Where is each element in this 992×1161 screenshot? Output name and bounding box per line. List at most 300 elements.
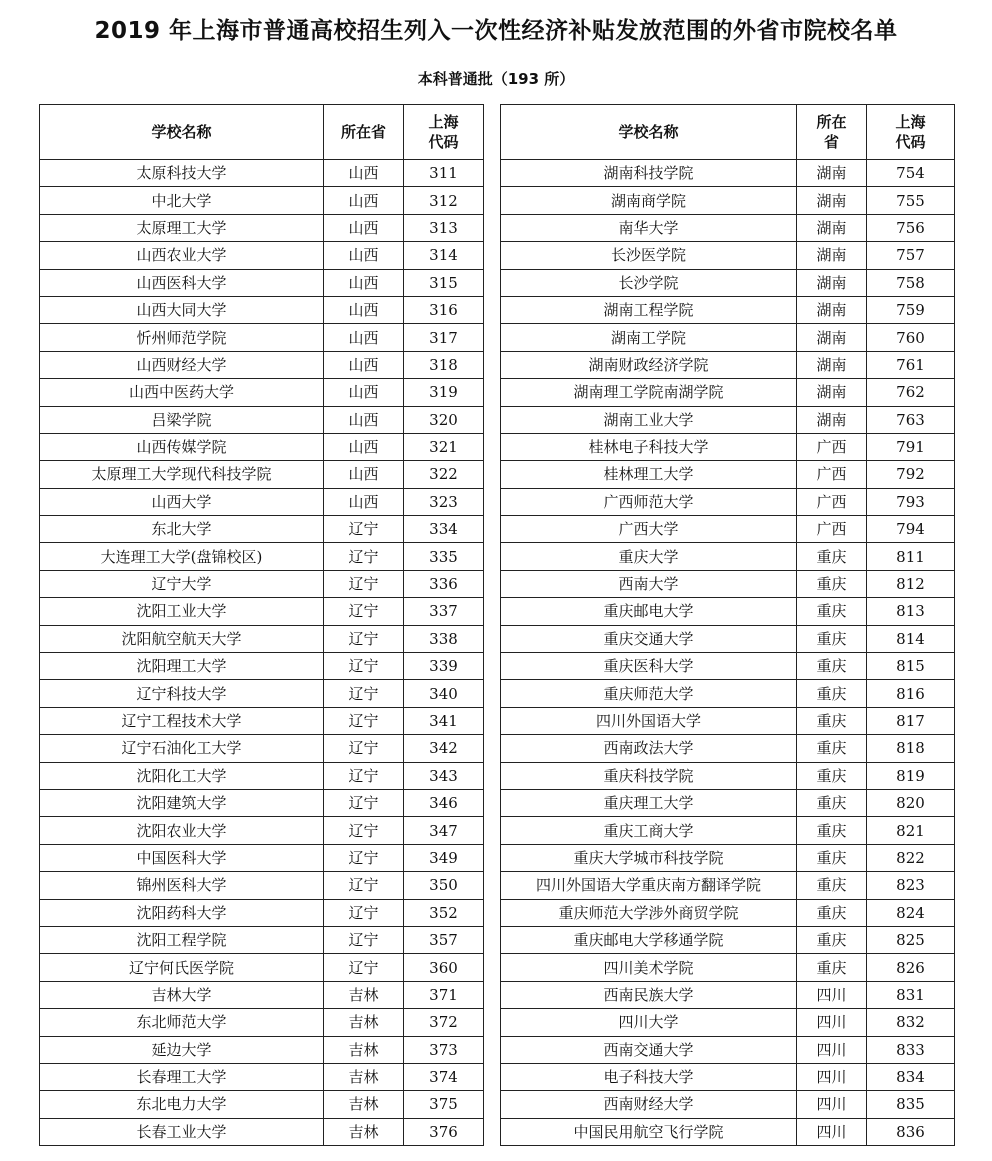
code-cell: 319 [404, 379, 484, 406]
code-cell: 836 [867, 1118, 955, 1145]
school-name-cell: 山西农业大学 [40, 242, 324, 269]
header-province-line2: 省 [823, 133, 839, 151]
province-cell: 山西 [324, 214, 404, 241]
code-cell: 833 [867, 1036, 955, 1063]
province-cell: 辽宁 [324, 680, 404, 707]
table-row [40, 1036, 484, 1063]
header-code-line1: 上海 [428, 113, 459, 131]
code-cell: 812 [867, 570, 955, 597]
province-cell: 重庆 [797, 653, 867, 680]
province-cell: 吉林 [324, 1009, 404, 1036]
code-cell: 814 [867, 625, 955, 652]
table-row [501, 269, 955, 296]
table-row [501, 899, 955, 926]
school-name-cell: 长沙医学院 [501, 242, 797, 269]
school-name-cell: 沈阳航空航天大学 [40, 625, 324, 652]
school-name-cell: 重庆工商大学 [501, 817, 797, 844]
table-row [501, 516, 955, 543]
code-cell: 823 [867, 872, 955, 899]
school-name-cell: 重庆医科大学 [501, 653, 797, 680]
school-name-cell: 忻州师范学院 [40, 324, 324, 351]
table-row [501, 461, 955, 488]
school-name-cell: 桂林电子科技大学 [501, 433, 797, 460]
school-name-cell: 长春工业大学 [40, 1118, 324, 1145]
table-row [501, 242, 955, 269]
code-cell: 376 [404, 1118, 484, 1145]
province-cell: 辽宁 [324, 762, 404, 789]
school-name-cell: 吉林大学 [40, 981, 324, 1008]
province-cell: 重庆 [797, 570, 867, 597]
table-row [501, 351, 955, 378]
table-row [501, 160, 955, 187]
code-cell: 791 [867, 433, 955, 460]
province-cell: 辽宁 [324, 543, 404, 570]
table-row [501, 379, 955, 406]
province-cell: 吉林 [324, 1036, 404, 1063]
code-cell: 347 [404, 817, 484, 844]
table-row [501, 296, 955, 323]
table-row [501, 981, 955, 1008]
table-row [501, 954, 955, 981]
code-cell: 760 [867, 324, 955, 351]
school-name-cell: 重庆邮电大学 [501, 598, 797, 625]
school-name-cell: 南华大学 [501, 214, 797, 241]
table-row [40, 461, 484, 488]
province-cell: 山西 [324, 187, 404, 214]
province-cell: 山西 [324, 488, 404, 515]
table-row [40, 817, 484, 844]
province-cell: 吉林 [324, 981, 404, 1008]
table-row [40, 570, 484, 597]
province-cell: 重庆 [797, 817, 867, 844]
school-name-cell: 中北大学 [40, 187, 324, 214]
code-cell: 793 [867, 488, 955, 515]
code-cell: 374 [404, 1063, 484, 1090]
table-row [40, 351, 484, 378]
code-cell: 831 [867, 981, 955, 1008]
province-cell: 辽宁 [324, 844, 404, 871]
province-cell: 辽宁 [324, 817, 404, 844]
province-cell: 重庆 [797, 954, 867, 981]
school-name-cell: 重庆科技学院 [501, 762, 797, 789]
school-name-cell: 太原理工大学 [40, 214, 324, 241]
school-name-cell: 四川外国语大学重庆南方翻译学院 [501, 872, 797, 899]
province-cell: 辽宁 [324, 789, 404, 816]
table-row [40, 187, 484, 214]
code-cell: 792 [867, 461, 955, 488]
school-name-cell: 西南交通大学 [501, 1036, 797, 1063]
province-cell: 山西 [324, 324, 404, 351]
province-cell: 广西 [797, 488, 867, 515]
code-cell: 817 [867, 707, 955, 734]
school-name-cell: 西南大学 [501, 570, 797, 597]
code-cell: 756 [867, 214, 955, 241]
table-row [40, 1063, 484, 1090]
table-row [501, 1009, 955, 1036]
school-name-cell: 沈阳工程学院 [40, 926, 324, 953]
province-cell: 湖南 [797, 269, 867, 296]
province-cell: 山西 [324, 296, 404, 323]
school-name-cell: 四川大学 [501, 1009, 797, 1036]
school-name-cell: 西南财经大学 [501, 1091, 797, 1118]
school-name-cell: 湖南理工学院南湖学院 [501, 379, 797, 406]
table-row [501, 680, 955, 707]
code-cell: 334 [404, 516, 484, 543]
page-title: 2019 年上海市普通高校招生列入一次性经济补贴发放范围的外省市院校名单 [94, 18, 898, 44]
table-row [501, 598, 955, 625]
table-row [40, 433, 484, 460]
table-row [501, 324, 955, 351]
province-cell: 湖南 [797, 187, 867, 214]
code-cell: 761 [867, 351, 955, 378]
province-cell: 吉林 [324, 1091, 404, 1118]
table-body-left [40, 160, 484, 1146]
table-row [40, 406, 484, 433]
header-code-line1: 上海 [895, 113, 926, 131]
province-cell: 山西 [324, 269, 404, 296]
province-cell: 山西 [324, 242, 404, 269]
province-cell: 山西 [324, 160, 404, 187]
table-row [40, 707, 484, 734]
table-row [40, 625, 484, 652]
province-cell: 重庆 [797, 926, 867, 953]
code-cell: 339 [404, 653, 484, 680]
school-name-cell: 中国医科大学 [40, 844, 324, 871]
province-cell: 辽宁 [324, 625, 404, 652]
school-name-cell: 辽宁大学 [40, 570, 324, 597]
code-cell: 338 [404, 625, 484, 652]
province-cell: 重庆 [797, 543, 867, 570]
table-row [40, 516, 484, 543]
school-name-cell: 东北电力大学 [40, 1091, 324, 1118]
table-row [501, 543, 955, 570]
province-cell: 广西 [797, 433, 867, 460]
page-subtitle: 本科普通批（193 所） [417, 70, 575, 88]
code-cell: 340 [404, 680, 484, 707]
code-cell: 315 [404, 269, 484, 296]
table-row [40, 598, 484, 625]
school-name-cell: 大连理工大学(盘锦校区) [40, 543, 324, 570]
code-cell: 343 [404, 762, 484, 789]
school-name-cell: 沈阳农业大学 [40, 817, 324, 844]
code-cell: 832 [867, 1009, 955, 1036]
table-row [40, 789, 484, 816]
province-cell: 重庆 [797, 735, 867, 762]
school-name-cell: 四川美术学院 [501, 954, 797, 981]
table-row [40, 214, 484, 241]
table-row [501, 926, 955, 953]
table-row [40, 296, 484, 323]
school-name-cell: 湖南财政经济学院 [501, 351, 797, 378]
school-name-cell: 重庆师范大学 [501, 680, 797, 707]
province-cell: 重庆 [797, 680, 867, 707]
code-cell: 349 [404, 844, 484, 871]
province-cell: 重庆 [797, 598, 867, 625]
code-cell: 350 [404, 872, 484, 899]
province-cell: 山西 [324, 461, 404, 488]
table-row [501, 735, 955, 762]
province-cell: 四川 [797, 1063, 867, 1090]
table-body-right [501, 160, 955, 1146]
province-cell: 广西 [797, 516, 867, 543]
table-row [40, 543, 484, 570]
school-name-cell: 西南民族大学 [501, 981, 797, 1008]
table-row [501, 653, 955, 680]
code-cell: 373 [404, 1036, 484, 1063]
province-cell: 湖南 [797, 160, 867, 187]
province-cell: 辽宁 [324, 735, 404, 762]
province-cell: 辽宁 [324, 653, 404, 680]
code-cell: 321 [404, 433, 484, 460]
school-name-cell: 山西财经大学 [40, 351, 324, 378]
code-cell: 834 [867, 1063, 955, 1090]
school-name-cell: 湖南商学院 [501, 187, 797, 214]
school-name-cell: 中国民用航空飞行学院 [501, 1118, 797, 1145]
table-row [501, 762, 955, 789]
school-name-cell: 桂林理工大学 [501, 461, 797, 488]
header-code-line2: 代码 [428, 133, 459, 151]
code-cell: 813 [867, 598, 955, 625]
header-shanghai-code [404, 105, 484, 160]
table-header-row [40, 105, 484, 160]
table-row [501, 570, 955, 597]
code-cell: 821 [867, 817, 955, 844]
code-cell: 323 [404, 488, 484, 515]
code-cell: 341 [404, 707, 484, 734]
school-name-cell: 山西大同大学 [40, 296, 324, 323]
table-row [40, 160, 484, 187]
table-row [501, 707, 955, 734]
code-cell: 758 [867, 269, 955, 296]
province-cell: 辽宁 [324, 707, 404, 734]
code-cell: 317 [404, 324, 484, 351]
code-cell: 822 [867, 844, 955, 871]
school-name-cell: 重庆大学城市科技学院 [501, 844, 797, 871]
table-row [40, 488, 484, 515]
code-cell: 336 [404, 570, 484, 597]
header-code-line2: 代码 [895, 133, 926, 151]
code-cell: 754 [867, 160, 955, 187]
school-name-cell: 广西师范大学 [501, 488, 797, 515]
table-row [501, 1091, 955, 1118]
school-name-cell: 辽宁石油化工大学 [40, 735, 324, 762]
province-cell: 四川 [797, 1091, 867, 1118]
province-cell: 重庆 [797, 762, 867, 789]
table-row [501, 844, 955, 871]
code-cell: 825 [867, 926, 955, 953]
header-shanghai-code [867, 105, 955, 160]
school-name-cell: 四川外国语大学 [501, 707, 797, 734]
province-cell: 吉林 [324, 1063, 404, 1090]
code-cell: 313 [404, 214, 484, 241]
code-cell: 794 [867, 516, 955, 543]
school-name-cell: 东北师范大学 [40, 1009, 324, 1036]
code-cell: 322 [404, 461, 484, 488]
province-cell: 辽宁 [324, 899, 404, 926]
school-name-cell: 沈阳工业大学 [40, 598, 324, 625]
code-cell: 759 [867, 296, 955, 323]
school-name-cell: 吕梁学院 [40, 406, 324, 433]
table-row [40, 653, 484, 680]
code-cell: 337 [404, 598, 484, 625]
code-cell: 311 [404, 160, 484, 187]
code-cell: 763 [867, 406, 955, 433]
code-cell: 835 [867, 1091, 955, 1118]
header-school-name: 学校名称 [40, 105, 324, 160]
code-cell: 815 [867, 653, 955, 680]
province-cell: 辽宁 [324, 954, 404, 981]
table-row [40, 680, 484, 707]
table-row [40, 1118, 484, 1145]
school-name-cell: 湖南工学院 [501, 324, 797, 351]
school-name-cell: 重庆交通大学 [501, 625, 797, 652]
table-row [501, 1036, 955, 1063]
province-cell: 广西 [797, 461, 867, 488]
table-row [501, 789, 955, 816]
table-row [40, 926, 484, 953]
school-table-left [39, 104, 484, 1146]
table-row [40, 379, 484, 406]
header-province: 所在省 [324, 105, 404, 160]
code-cell: 312 [404, 187, 484, 214]
code-cell: 826 [867, 954, 955, 981]
table-row [40, 324, 484, 351]
table-row [40, 954, 484, 981]
code-cell: 372 [404, 1009, 484, 1036]
province-cell: 重庆 [797, 625, 867, 652]
school-name-cell: 重庆邮电大学移通学院 [501, 926, 797, 953]
school-name-cell: 沈阳理工大学 [40, 653, 324, 680]
table-row [501, 1118, 955, 1145]
table-row [501, 433, 955, 460]
header-school-name: 学校名称 [501, 105, 797, 160]
table-row [501, 872, 955, 899]
school-table-right [500, 104, 955, 1146]
province-cell: 山西 [324, 379, 404, 406]
school-name-cell: 广西大学 [501, 516, 797, 543]
table-row [40, 872, 484, 899]
school-name-cell: 辽宁何氏医学院 [40, 954, 324, 981]
code-cell: 755 [867, 187, 955, 214]
table-row [40, 1091, 484, 1118]
school-name-cell: 沈阳化工大学 [40, 762, 324, 789]
province-cell: 湖南 [797, 379, 867, 406]
school-name-cell: 湖南工业大学 [501, 406, 797, 433]
school-name-cell: 东北大学 [40, 516, 324, 543]
province-cell: 湖南 [797, 214, 867, 241]
table-row [40, 269, 484, 296]
province-cell: 重庆 [797, 899, 867, 926]
code-cell: 820 [867, 789, 955, 816]
province-cell: 山西 [324, 351, 404, 378]
code-cell: 816 [867, 680, 955, 707]
code-cell: 757 [867, 242, 955, 269]
province-cell: 重庆 [797, 844, 867, 871]
school-name-cell: 电子科技大学 [501, 1063, 797, 1090]
school-name-cell: 锦州医科大学 [40, 872, 324, 899]
province-cell: 辽宁 [324, 598, 404, 625]
province-cell: 四川 [797, 1036, 867, 1063]
code-cell: 352 [404, 899, 484, 926]
province-cell: 四川 [797, 1118, 867, 1145]
school-name-cell: 沈阳建筑大学 [40, 789, 324, 816]
school-name-cell: 太原理工大学现代科技学院 [40, 461, 324, 488]
table-header-row [501, 105, 955, 160]
header-province-line1: 所在 [816, 113, 847, 131]
province-cell: 重庆 [797, 707, 867, 734]
code-cell: 762 [867, 379, 955, 406]
school-name-cell: 山西医科大学 [40, 269, 324, 296]
code-cell: 824 [867, 899, 955, 926]
header-province [797, 105, 867, 160]
province-cell: 湖南 [797, 324, 867, 351]
table-row [40, 899, 484, 926]
table-row [501, 214, 955, 241]
province-cell: 四川 [797, 981, 867, 1008]
table-row [40, 735, 484, 762]
school-name-cell: 辽宁科技大学 [40, 680, 324, 707]
school-name-cell: 湖南科技学院 [501, 160, 797, 187]
code-cell: 819 [867, 762, 955, 789]
code-cell: 342 [404, 735, 484, 762]
code-cell: 316 [404, 296, 484, 323]
school-name-cell: 太原科技大学 [40, 160, 324, 187]
code-cell: 320 [404, 406, 484, 433]
code-cell: 811 [867, 543, 955, 570]
table-row [40, 1009, 484, 1036]
school-name-cell: 重庆理工大学 [501, 789, 797, 816]
code-cell: 818 [867, 735, 955, 762]
table-row [501, 488, 955, 515]
code-cell: 346 [404, 789, 484, 816]
table-row [501, 187, 955, 214]
province-cell: 辽宁 [324, 926, 404, 953]
table-row [40, 762, 484, 789]
code-cell: 375 [404, 1091, 484, 1118]
province-cell: 吉林 [324, 1118, 404, 1145]
code-cell: 335 [404, 543, 484, 570]
province-cell: 湖南 [797, 406, 867, 433]
school-name-cell: 湖南工程学院 [501, 296, 797, 323]
school-name-cell: 山西中医药大学 [40, 379, 324, 406]
school-name-cell: 西南政法大学 [501, 735, 797, 762]
school-name-cell: 重庆大学 [501, 543, 797, 570]
table-row [40, 981, 484, 1008]
code-cell: 314 [404, 242, 484, 269]
table-row [501, 406, 955, 433]
code-cell: 360 [404, 954, 484, 981]
code-cell: 371 [404, 981, 484, 1008]
code-cell: 318 [404, 351, 484, 378]
table-row [501, 625, 955, 652]
province-cell: 山西 [324, 433, 404, 460]
table-row [501, 817, 955, 844]
province-cell: 湖南 [797, 351, 867, 378]
province-cell: 湖南 [797, 242, 867, 269]
code-cell: 357 [404, 926, 484, 953]
school-name-cell: 沈阳药科大学 [40, 899, 324, 926]
province-cell: 湖南 [797, 296, 867, 323]
school-name-cell: 重庆师范大学涉外商贸学院 [501, 899, 797, 926]
province-cell: 辽宁 [324, 516, 404, 543]
school-name-cell: 山西大学 [40, 488, 324, 515]
province-cell: 山西 [324, 406, 404, 433]
school-name-cell: 长春理工大学 [40, 1063, 324, 1090]
school-name-cell: 辽宁工程技术大学 [40, 707, 324, 734]
province-cell: 辽宁 [324, 570, 404, 597]
school-name-cell: 山西传媒学院 [40, 433, 324, 460]
school-name-cell: 延边大学 [40, 1036, 324, 1063]
